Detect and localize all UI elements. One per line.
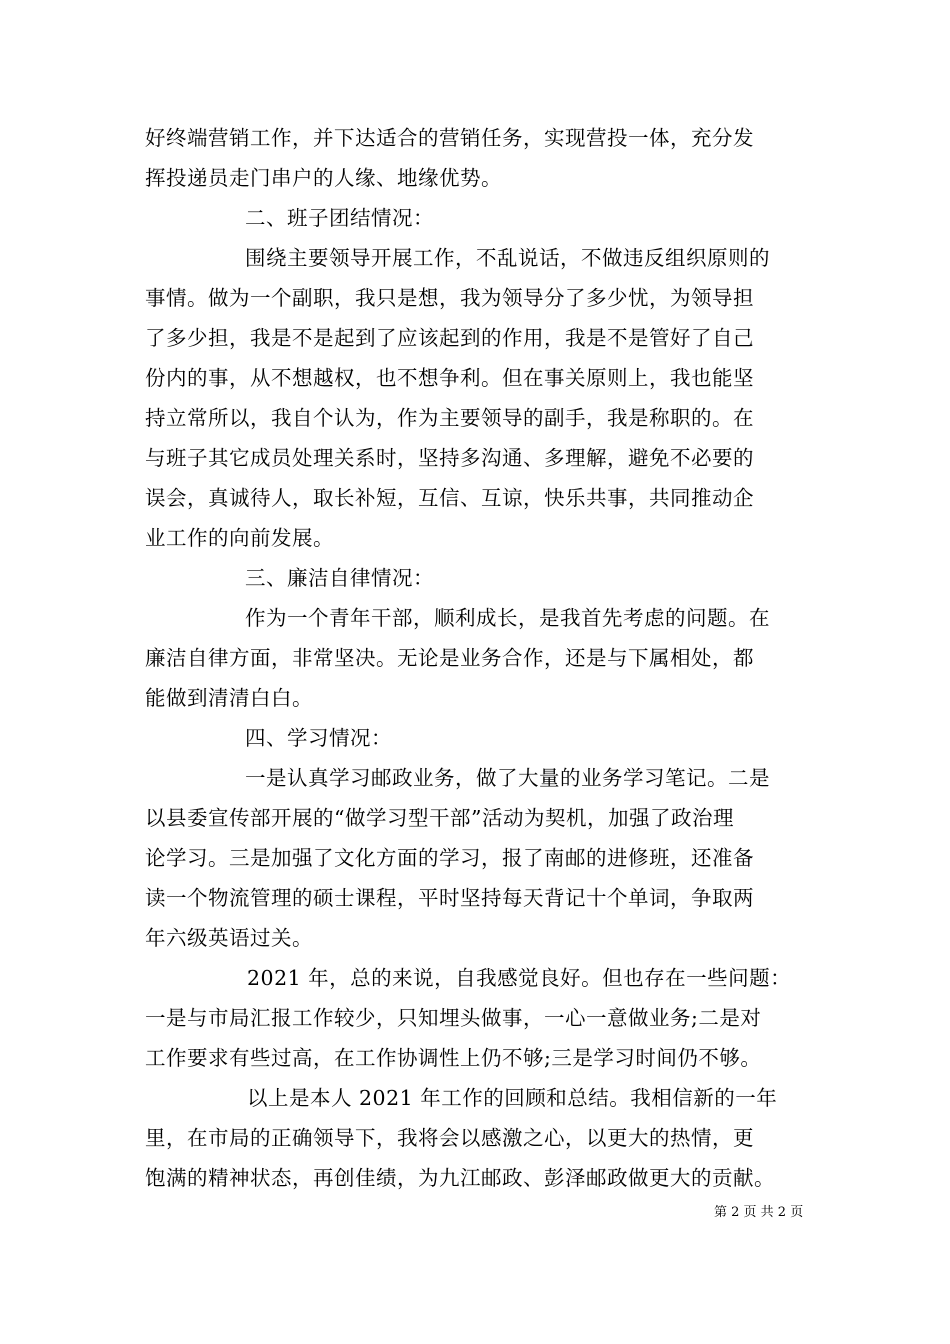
section-heading: 三、廉洁自律情况： (245, 566, 434, 590)
paragraph-line: 2021 年，总的来说，自我感觉良好。但也存在一些问题： (247, 966, 792, 990)
paragraph-line: 与班子其它成员处理关系时，坚持多沟通、多理解，避免不必要的 (145, 446, 754, 470)
paragraph-line: 廉洁自律方面，非常坚决。无论是业务合作，还是与下属相处，都 (145, 646, 754, 670)
paragraph-line: 误会，真诚待人，取长补短，互信、互谅，快乐共事，共同推动企 (145, 486, 754, 510)
section-heading: 二、班子团结情况： (245, 206, 434, 230)
section-heading: 四、学习情况： (245, 726, 392, 750)
paragraph-line: 业工作的向前发展。 (145, 526, 334, 550)
paragraph-line: 工作要求有些过高，在工作协调性上仍不够;三是学习时间仍不够。 (145, 1046, 762, 1070)
paragraph-line: 读一个物流管理的硕士课程，平时坚持每天背记十个单词，争取两 (145, 886, 754, 910)
paragraph-line: 论学习。三是加强了文化方面的学习，报了南邮的进修班，还准备 (145, 846, 754, 870)
paragraph-line: 以县委宣传部开展的“做学习型干部”活动为契机，加强了政治理 (145, 806, 734, 830)
paragraph-line: 持立常所以，我自个认为，作为主要领导的副手，我是称职的。在 (145, 406, 754, 430)
paragraph-line: 一是认真学习邮政业务，做了大量的业务学习笔记。二是 (245, 766, 770, 790)
paragraph-line: 饱满的精神状态，再创佳绩，为九江邮政、彭泽邮政做更大的贡献。 (145, 1166, 775, 1190)
page-number-footer: 第 2 页 共 2 页 (714, 1205, 804, 1220)
paragraph-line: 好终端营销工作，并下达适合的营销任务，实现营投一体，充分发 (145, 126, 754, 150)
paragraph-line: 里，在市局的正确领导下，我将会以感激之心，以更大的热情，更 (145, 1126, 754, 1150)
paragraph-line: 事情。做为一个副职，我只是想，我为领导分了多少忧，为领导担 (145, 286, 754, 310)
paragraph-line: 作为一个青年干部，顺利成长，是我首先考虑的问题。在 (245, 606, 770, 630)
paragraph-line: 份内的事，从不想越权，也不想争利。但在事关原则上，我也能坚 (145, 366, 754, 390)
paragraph-line: 了多少担，我是不是起到了应该起到的作用，我是不是管好了自己 (145, 326, 754, 350)
paragraph-line: 一是与市局汇报工作较少，只知埋头做事，一心一意做业务;二是对 (145, 1006, 762, 1030)
paragraph-line: 能做到清清白白。 (145, 686, 313, 710)
paragraph-line: 围绕主要领导开展工作，不乱说话，不做违反组织原则的 (245, 246, 770, 270)
paragraph-line: 年六级英语过关。 (145, 926, 313, 950)
paragraph-line: 以上是本人 2021 年工作的回顾和总结。我相信新的一年 (247, 1086, 778, 1110)
paragraph-line: 挥投递员走门串户的人缘、地缘优势。 (145, 166, 502, 190)
